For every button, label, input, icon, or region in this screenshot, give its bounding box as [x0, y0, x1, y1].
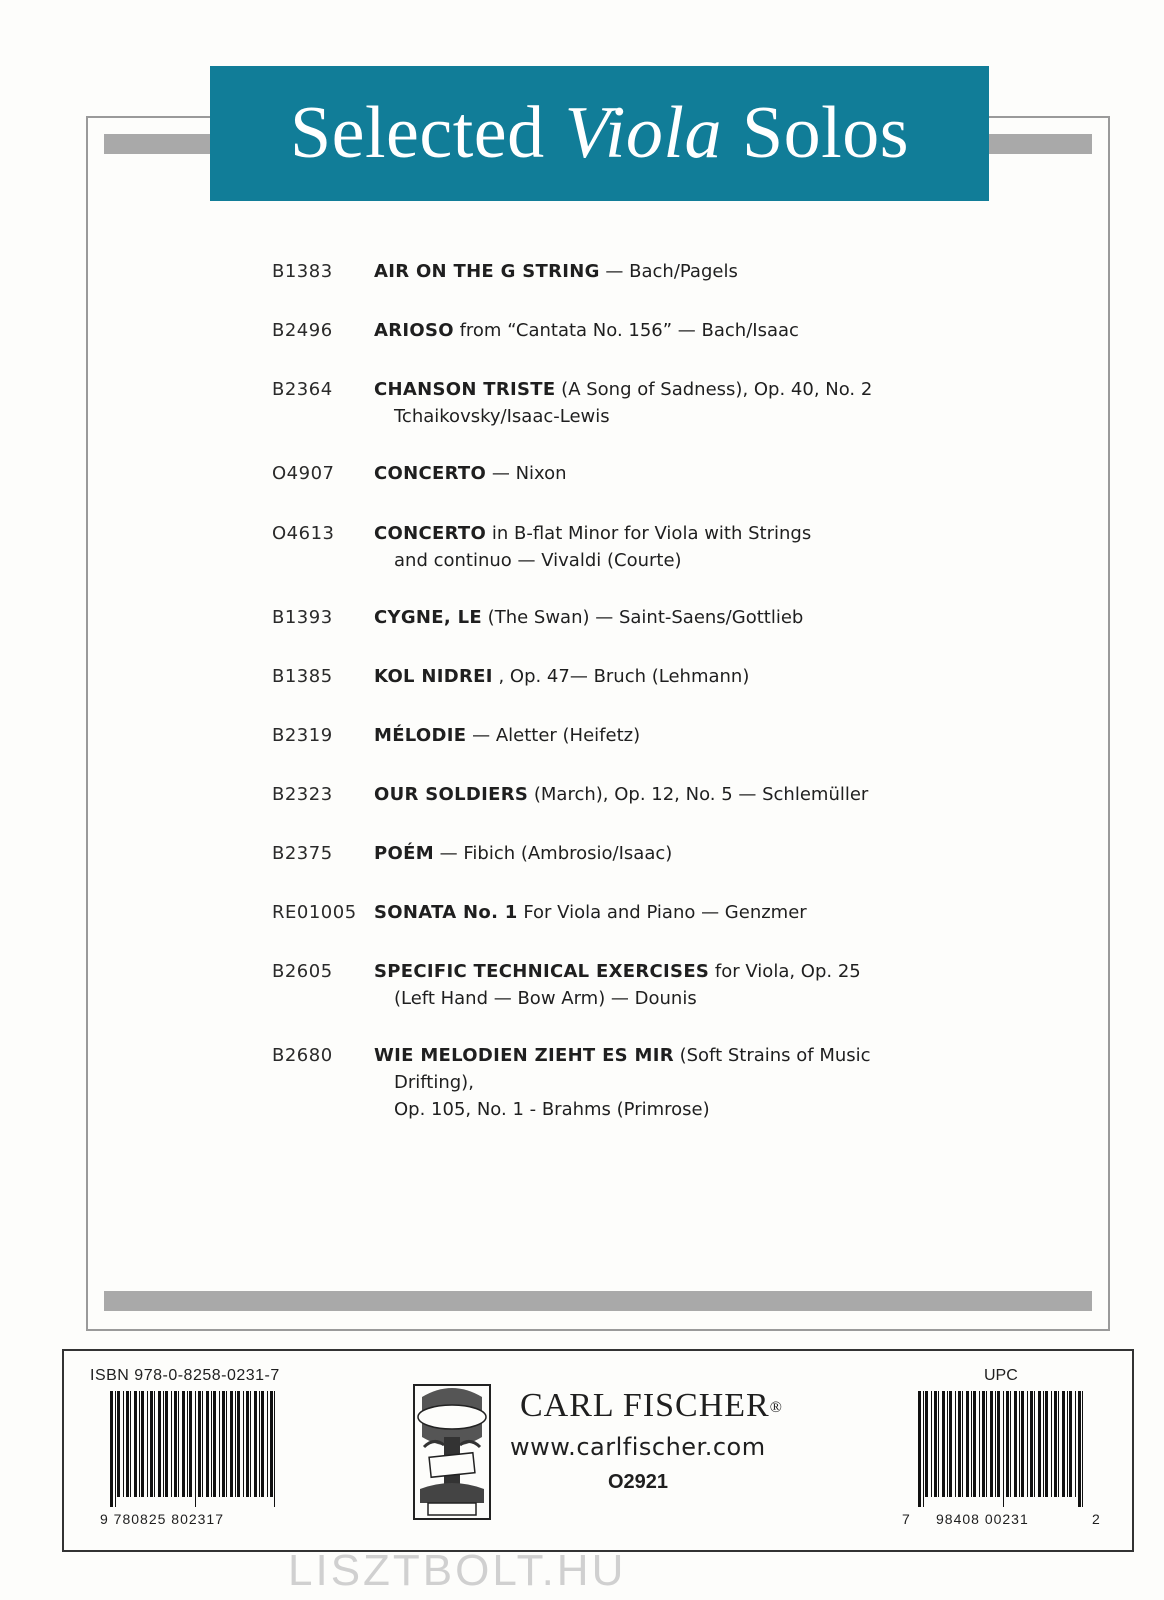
top-rule-right — [986, 134, 1092, 154]
catalog-detail: and continuo — Vivaldi (Courte) — [394, 550, 682, 571]
catalog-title: OUR SOLDIERS — [374, 784, 529, 805]
catalog-description — [374, 663, 984, 690]
publisher-name: CARL FISCHER® — [520, 1387, 783, 1424]
catalog-code: O4907 — [272, 463, 335, 484]
catalog-code: O4613 — [272, 523, 335, 544]
catalog-detail: , Op. 47— Bruch (Lehmann) — [492, 666, 750, 687]
footer-box — [62, 1349, 1134, 1552]
catalog-detail: for Viola, Op. 25 — [709, 961, 861, 982]
catalog-code: B1385 — [272, 666, 333, 687]
catalog-line — [374, 663, 984, 690]
catalog-line — [374, 722, 984, 749]
upc-digits-middle: 98408 00231 — [936, 1511, 1029, 1527]
catalog-line — [374, 460, 984, 487]
catalog-description — [374, 604, 984, 631]
catalog-description — [374, 781, 984, 808]
catalog-description — [374, 1042, 984, 1123]
upc-label: UPC — [984, 1367, 1018, 1384]
catalog-description — [374, 317, 984, 344]
catalog-code: B2323 — [272, 784, 333, 805]
upc-digit-right: 2 — [1092, 1511, 1101, 1527]
catalog-code: B2605 — [272, 961, 333, 982]
catalog-line — [374, 403, 984, 430]
catalog-line — [374, 1042, 984, 1069]
catalog-title: CYGNE, LE — [374, 607, 482, 628]
catalog-code: B2319 — [272, 725, 333, 746]
title-viola: Viola — [564, 92, 722, 174]
catalog-line — [374, 376, 984, 403]
catalog-code: B2364 — [272, 379, 333, 400]
catalog-line — [374, 258, 984, 285]
catalog-description — [374, 722, 984, 749]
publisher-url: www.carlfischer.com — [510, 1433, 766, 1461]
catalog-title: CHANSON TRISTE — [374, 379, 556, 400]
product-code: O2921 — [608, 1471, 669, 1493]
catalog-line — [374, 547, 984, 574]
isbn-label: ISBN 978-0-8258-0231-7 — [90, 1367, 280, 1384]
catalog-title: CONCERTO — [374, 463, 487, 484]
catalog-description — [374, 958, 984, 1012]
catalog-line — [374, 958, 984, 985]
carl-fischer-logo — [404, 1377, 500, 1527]
catalog-code: B1393 — [272, 607, 333, 628]
catalog-line — [374, 985, 984, 1012]
catalog-code: B2375 — [272, 843, 333, 864]
catalog-line — [374, 781, 984, 808]
isbn-digits: 9 780825 802317 — [100, 1511, 224, 1527]
catalog-detail: in B-flat Minor for Viola with Strings — [486, 523, 812, 544]
catalog-description — [374, 899, 984, 926]
catalog-line — [374, 1069, 984, 1096]
catalog-line — [374, 317, 984, 344]
catalog-code: RE01005 — [272, 902, 357, 923]
catalog-line — [374, 840, 984, 867]
catalog-detail: (March), Op. 12, No. 5 — Schlemüller — [528, 784, 869, 805]
catalog-description — [374, 258, 984, 285]
catalog-detail: from “Cantata No. 156” — Bach/Isaac — [453, 320, 799, 341]
catalog-detail: (A Song of Sadness), Op. 40, No. 2 — [555, 379, 873, 400]
catalog-title: POÉM — [374, 843, 434, 864]
title-solos: Solos — [741, 92, 909, 174]
catalog-description — [374, 460, 984, 487]
catalog-title: AIR ON THE G STRING — [374, 261, 600, 282]
catalog-line — [374, 520, 984, 547]
catalog-line — [374, 604, 984, 631]
catalog-title: SONATA No. 1 — [374, 902, 518, 923]
bottom-rule — [104, 1291, 1092, 1311]
catalog-description — [374, 520, 984, 574]
catalog-detail: — Bach/Pagels — [599, 261, 738, 282]
upc-barcode — [918, 1391, 1084, 1507]
isbn-barcode — [110, 1391, 278, 1507]
catalog-description — [374, 840, 984, 867]
catalog-title: MÉLODIE — [374, 725, 467, 746]
catalog-detail: Drifting), — [394, 1072, 474, 1093]
catalog-title: KOL NIDREI — [374, 666, 493, 687]
upc-digit-left: 7 — [902, 1511, 911, 1527]
catalog-code: B2680 — [272, 1045, 333, 1066]
catalog-detail: For Viola and Piano — Genzmer — [517, 902, 807, 923]
catalog-line — [374, 899, 984, 926]
catalog-detail: — Fibich (Ambrosio/Isaac) — [433, 843, 673, 864]
title-selected: Selected — [289, 92, 545, 174]
catalog-detail: Op. 105, No. 1 - Brahms (Primrose) — [394, 1099, 710, 1120]
catalog-code: B2496 — [272, 320, 333, 341]
catalog-detail: — Aletter (Heifetz) — [466, 725, 641, 746]
catalog-detail: (The Swan) — Saint-Saens/Gottlieb — [481, 607, 804, 628]
catalog-detail: Tchaikovsky/Isaac-Lewis — [394, 406, 610, 427]
page-title — [210, 66, 989, 201]
top-rule-left — [104, 134, 214, 154]
catalog-title: WIE MELODIEN ZIEHT ES MIR — [374, 1045, 674, 1066]
catalog-description — [374, 376, 984, 430]
watermark: LISZTBOLT.HU — [288, 1546, 627, 1595]
catalog-title: ARIOSO — [374, 320, 454, 341]
catalog-detail: — Nixon — [486, 463, 567, 484]
catalog-title: SPECIFIC TECHNICAL EXERCISES — [374, 961, 710, 982]
catalog-detail: (Soft Strains of Music — [673, 1045, 871, 1066]
catalog-code: B1383 — [272, 261, 333, 282]
catalog-line — [374, 1096, 984, 1123]
catalog-title: CONCERTO — [374, 523, 487, 544]
catalog-detail: (Left Hand — Bow Arm) — Dounis — [394, 988, 697, 1009]
